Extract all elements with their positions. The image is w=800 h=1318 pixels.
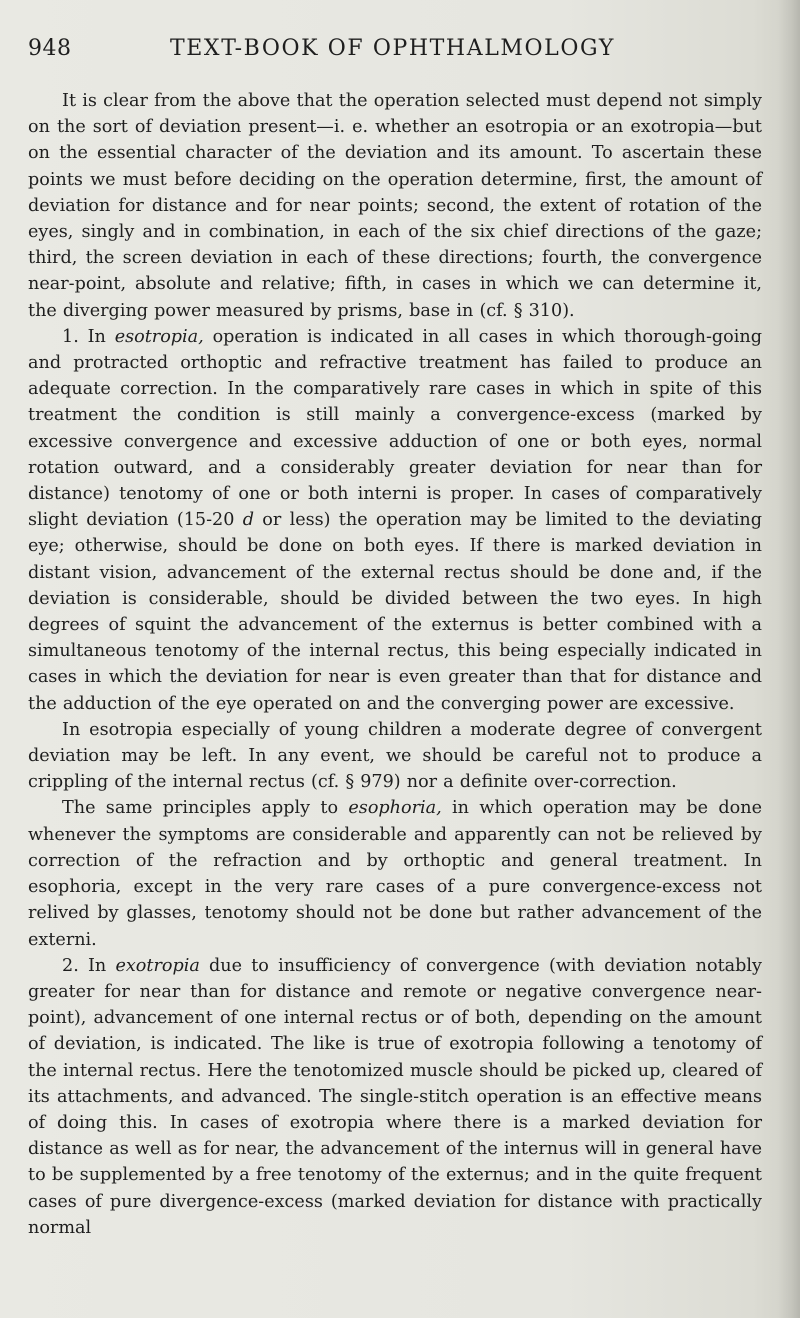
italic-term: esophoria, [348,798,442,819]
body-text [28,88,762,1241]
paragraph-young-children [28,717,762,796]
paragraph-esophoria [28,795,762,952]
paragraph-exotropia [28,953,762,1241]
paragraph-text: operation is indicated in all cases in which thorough-going and protracted orthoptic and refractive treatment has failed to produce an adequate correction. In the comparatively rare cases in which in spite of this treatment the condition is still mainly a convergence-excess (marked by excessive convergence and excessive adduction of one or both eyes, normal rotation outward, and a considerably greater deviation for near than for distance) tenotomy of one or both interni is proper. In cases of comparatively slight deviation (15-20 [28,326,762,531]
page-header [28,30,760,66]
paragraph-text: 1. In [62,326,115,347]
paragraph-text: It is clear from the above that the operation selected must depend not simply on the sort of deviation present—i. e. whether an esotropia or an exotropia—but on the essential character of the deviation and its amount. To ascertain these points we must before deciding on the operation determine, first, the amount of deviation for distance and for near points; second, the extent of rotation of the eyes, singly and in combination, in each of the six chief directions of the gaze; third, the screen deviation in each of these directions; fourth, the convergence near-point, absolute and relative; fifth, in cases in which we can determine it, the diverging power measured by prisms, base in (cf. § 310). [28,91,762,321]
italic-term: esotropia, [114,326,204,347]
italic-unit: d [242,510,254,531]
paragraph-text: or less) the operation may be limited to the deviating eye; otherwise, should be done on both eyes. If there is marked deviation in distant vision, advancement of the external rectus should be done and, if the deviation is considerable, should be divided between the two eyes. In high degrees of squint the advancement of the externus is better combined with a simultaneous tenotomy of the internal rectus, this being especially indicated in cases in which the deviation for near is even greater than that for distance and the adduction of the eye operated on and the converging power are excessive. [28,510,762,714]
paragraph-text: 2. In [62,955,116,976]
paragraph-text: in which operation may be done whenever the symptoms are considerable and apparently can not be relieved by correction of the refraction and by orthoptic and general treatment. In esophoria, except in the very rare cases of a pure convergence-excess not relived by glasses, tenotomy should not be done but rather advancement of the externi. [28,798,762,950]
paragraph-text: The same principles apply to [62,798,349,819]
page-edge-shadow [778,0,800,1318]
paragraph-esotropia [28,324,762,717]
page-number: 948 [28,36,72,61]
paragraph-text: In esotropia especially of young children a moderate degree of convergent deviation may be left. In any event, we should be careful not to produce a crippling of the internal rectus (cf. § 979) nor a definite over-correction. [28,719,762,793]
running-head: TEXT-BOOK OF OPHTHALMOLOGY [170,36,615,61]
italic-term: exotropia [115,955,200,976]
paragraph-text: due to insufficiency of convergence (with deviation notably greater for near than for distance and remote or negative convergence near-point), advancement of one internal rectus or of both, depending on the amount of deviation, is indicated. The like is true of exotropia following a tenotomy of the internal rectus. Here the tenotomized muscle should be picked up, cleared of its attachments, and advanced. The single-stitch operation is an effective means of doing this. In cases of exotropia where there is a marked deviation for distance as well as for near, the advancement of the internus will in general have to be supplemented by a free tenotomy of the externus; and in the quite frequent cases of pure divergence-excess (marked deviation for distance with practically normal [28,955,762,1238]
paragraph-intro [28,88,762,324]
